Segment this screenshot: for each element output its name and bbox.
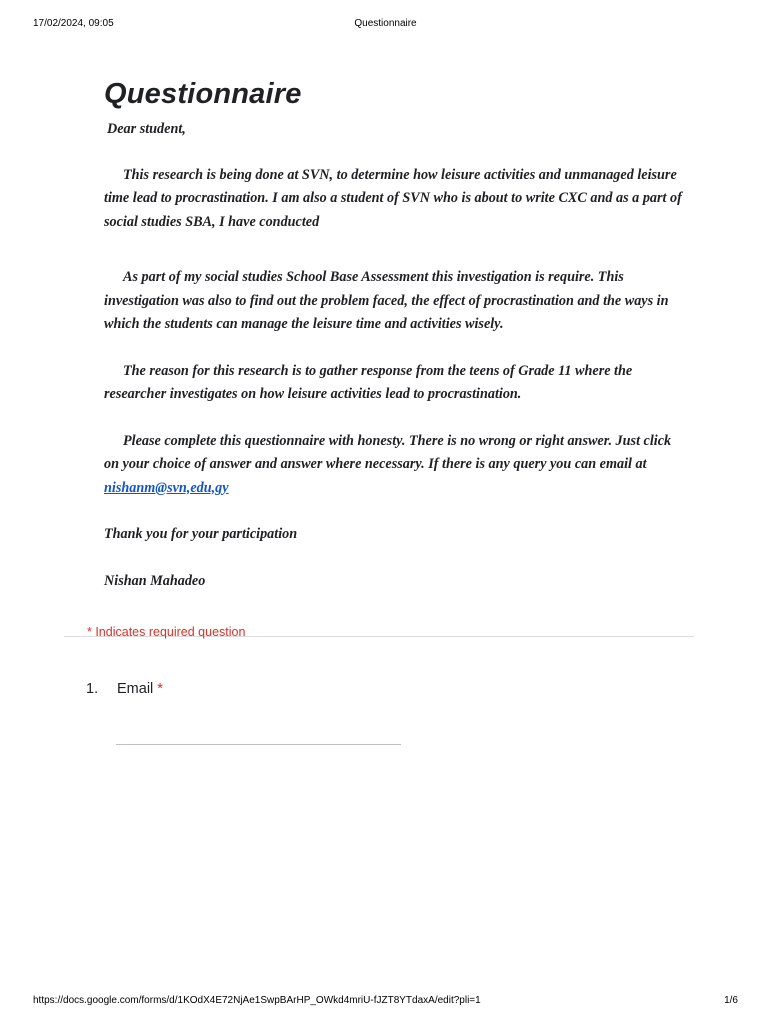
required-divider xyxy=(64,625,694,641)
description-paragraph-3: The reason for this research is to gather response from the teens of Grade 11 where the researcher investigates on how leisure activities lead to procrastination. xyxy=(104,362,633,402)
description-paragraph-4-text: Please complete this questionnaire with honesty. There is no wrong or right answer. Just click on your choice of answer and answer where necessary. If there is any query you can email at xyxy=(104,432,672,472)
print-page-title: Questionnaire xyxy=(354,18,417,29)
salutation: Dear student, xyxy=(107,121,186,137)
required-question-note: * Indicates required question xyxy=(87,625,246,639)
contact-email-link[interactable]: nishanm@svn,edu,gy xyxy=(104,479,229,496)
email-answer-field[interactable] xyxy=(116,744,401,745)
form-description xyxy=(104,118,684,593)
print-header xyxy=(33,18,738,32)
page-number: 1/6 xyxy=(724,995,738,1006)
print-footer xyxy=(33,995,738,1009)
print-url: https://docs.google.com/forms/d/1KOdX4E72NjAe1SwpBArHP_OWkd4mriU-fJZT8YTdaxA/edit?pli=1 xyxy=(33,995,481,1006)
thanks-note: Thank you for your participation xyxy=(104,526,298,542)
signature: Nishan Mahadeo xyxy=(104,572,206,589)
required-asterisk: * xyxy=(157,681,163,697)
question-label: Email xyxy=(117,681,154,697)
description-paragraph-4 xyxy=(104,430,684,501)
form-title: Questionnaire xyxy=(104,78,302,110)
description-paragraph-2: As part of my social studies School Base Assessment this investigation is require. This investigation was also to find out the problem faced, the effect of procrastination and the ways in which the students can manage the leisure time and activities wisely. xyxy=(104,269,669,332)
question-email xyxy=(86,681,163,697)
question-number: 1. xyxy=(86,681,99,697)
print-datetime: 17/02/2024, 09:05 xyxy=(33,18,114,29)
description-paragraph-1: This research is being done at SVN, to determine how leisure activities and unmanaged leisure time lead to procrastination. I am also a student of SVN who is about to write CXC and as a part of social studies SBA, I have conducted xyxy=(104,166,682,230)
